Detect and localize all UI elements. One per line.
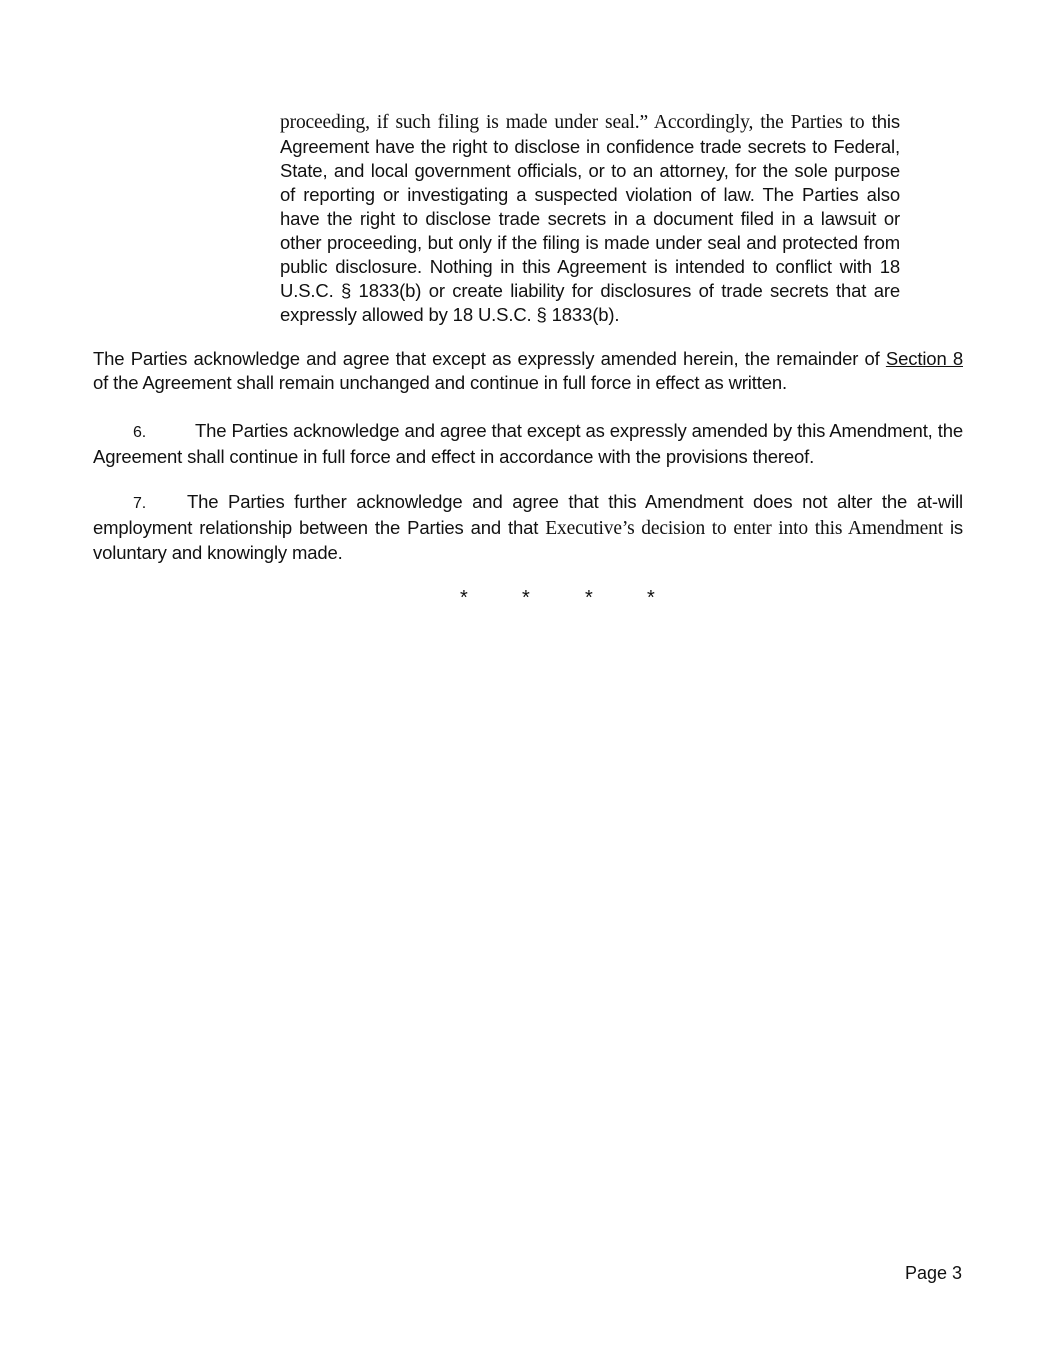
page-number: Page 3: [904, 1263, 962, 1283]
continuation-text-end: of the Agreement shall remain unchanged and continue in full force in effect as written.: [93, 372, 788, 393]
paragraph-7-number: 7.: [133, 495, 147, 512]
indented-block-serif-lead: proceeding, if such filing is made under seal.” Accordingly, the Parties to: [280, 112, 865, 133]
separator-star: *: [522, 587, 530, 609]
paragraph-6: [93, 419, 963, 469]
separator-star: *: [460, 587, 468, 609]
section-8-reference: Section 8: [885, 348, 963, 369]
paragraph-6-text: The Parties acknowledge and agree that except as expressly amended by this Amendment, the Agreement shall continue in full force and effect in accordance with the provisions thereof.: [93, 420, 963, 467]
section-separator: [0, 586, 1055, 610]
indented-block-body: this Agreement have the right to disclose in confidence trade secrets to Federal, State, and local government officials, or to an attorney, for the sole purpose of reporting or investigating a suspected violation of law. The Parties also have the right to disclose trade secrets in a document filed in a lawsuit or other proceeding, but only if the filing is made under seal and protected from public disclosure. Nothing in this Agreement is intended to conflict with 18 U.S.C. § 1833(b) or create liability for disclosures of trade secrets that are expressly allowed by 18 U.S.C. § 1833(b).: [280, 111, 900, 325]
indented-quote-block: [280, 110, 900, 327]
paragraph-7: [93, 490, 963, 565]
separator-star: *: [647, 587, 655, 609]
continuation-text-start: The Parties acknowledge and agree that except as expressly amended herein, the remainder of: [93, 348, 886, 369]
separator-star: *: [585, 587, 593, 609]
paragraph-7-serif-text: Executive’s decision to enter into this Amendment: [545, 518, 943, 539]
paragraph-7-text-end: is voluntary and knowingly made.: [93, 517, 963, 563]
paragraph-6-number: 6.: [133, 424, 147, 441]
paragraph-7-text: The Parties further acknowledge and agree that this Amendment does not alter the at-will employment relationship between the Parties and that: [93, 491, 963, 538]
continuation-paragraph: [93, 347, 963, 395]
